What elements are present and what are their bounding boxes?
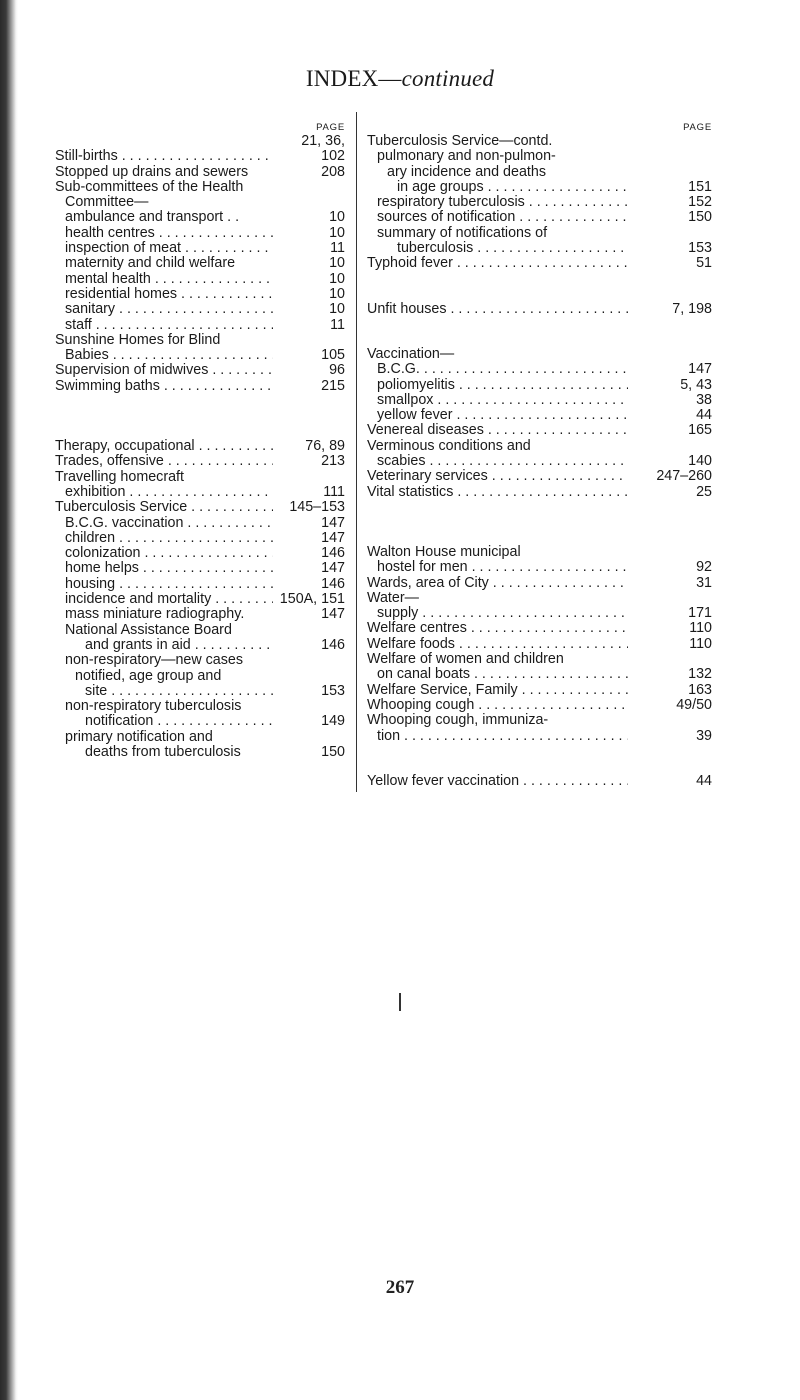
entry-text: Tuberculosis Service . . . bbox=[55, 500, 273, 515]
entry-text: tion . . . bbox=[367, 729, 628, 744]
index-subentry bbox=[367, 393, 712, 408]
page-reference: 10 bbox=[329, 270, 345, 287]
entry-text: non-respiratory—new cases bbox=[65, 652, 243, 669]
page-reference: 44 bbox=[696, 772, 712, 789]
page-reference: 11 bbox=[330, 316, 345, 333]
page-reference: 247–260 bbox=[656, 468, 712, 485]
page-reference: 146 bbox=[321, 575, 345, 592]
index-entry bbox=[55, 379, 345, 394]
entry-text: site . . . bbox=[75, 684, 273, 699]
index-subentry bbox=[55, 699, 345, 730]
index-entries-left bbox=[55, 134, 345, 760]
entry-text: Travelling homecraft bbox=[55, 468, 184, 485]
entry-text: poliomyelitis . . . bbox=[377, 378, 628, 393]
index-subentry bbox=[55, 302, 345, 317]
page-reference: 51 bbox=[696, 255, 712, 272]
page-reference: 11 bbox=[330, 240, 345, 257]
entry-text: B.C.G. vaccination . . . bbox=[65, 516, 273, 531]
entry-text: Welfare of women and children bbox=[367, 651, 564, 668]
page-reference: 44 bbox=[696, 407, 712, 424]
entry-text: inspection of meat . . . bbox=[65, 241, 273, 256]
entry-text: housing . . . bbox=[65, 577, 273, 592]
entry-text: Vaccination— bbox=[367, 345, 455, 362]
index-subentry bbox=[55, 561, 345, 576]
page-reference: 153 bbox=[321, 682, 345, 699]
index-entry bbox=[367, 423, 712, 438]
index-entry bbox=[367, 621, 712, 636]
index-subentry bbox=[367, 378, 712, 393]
title-suffix: continued bbox=[401, 66, 495, 91]
index-subentry bbox=[55, 226, 345, 241]
entry-text: Wards, area of City . . . bbox=[367, 576, 628, 591]
page-reference: 38 bbox=[696, 391, 712, 408]
index-subentry bbox=[55, 653, 345, 699]
index-subentry bbox=[367, 195, 712, 210]
entry-text: and grants in aid . . . bbox=[75, 638, 273, 653]
entry-text: Unfit houses . . . bbox=[367, 302, 628, 317]
entry-text: Swimming baths . . . bbox=[55, 379, 273, 394]
entry-text: sanitary . . . bbox=[65, 302, 273, 317]
index-heading bbox=[367, 134, 712, 149]
index-subentry bbox=[367, 210, 712, 225]
entry-text: Vital statistics . . . bbox=[367, 485, 628, 500]
index-subentry bbox=[367, 149, 712, 195]
entry-text: Supervision of midwives . . . bbox=[55, 363, 273, 378]
index-subentry bbox=[55, 592, 345, 607]
index-entry bbox=[367, 576, 712, 591]
group-spacer bbox=[367, 272, 712, 302]
entry-text: health centres . . . bbox=[65, 226, 273, 241]
index-subentry bbox=[367, 408, 712, 423]
entry-text: Stopped up drains and sewers bbox=[55, 164, 249, 180]
index-entry bbox=[55, 165, 345, 180]
index-subentry bbox=[367, 226, 712, 257]
page-reference: 208 bbox=[321, 163, 345, 180]
index-entry bbox=[367, 637, 712, 652]
page-reference: 146 bbox=[321, 636, 345, 653]
index-entry bbox=[367, 698, 712, 713]
page-title: INDEX—continued bbox=[305, 66, 495, 91]
page-reference: 150 bbox=[321, 743, 345, 760]
entry-text: in age groups . . . bbox=[387, 180, 628, 195]
page-reference: 147 bbox=[321, 560, 345, 577]
page-reference: 76, 89 bbox=[305, 438, 345, 455]
title-main: INDEX bbox=[305, 66, 379, 91]
entry-text: mental health . . . bbox=[65, 272, 273, 287]
entry-text: exhibition . . . bbox=[55, 485, 273, 500]
index-entry bbox=[55, 180, 345, 211]
index-heading bbox=[367, 591, 712, 606]
entry-text: Water— bbox=[367, 589, 419, 606]
entry-text: notification . . . bbox=[75, 714, 273, 729]
group-spacer bbox=[367, 500, 712, 545]
page-reference: 110 bbox=[689, 620, 712, 637]
index-entry bbox=[367, 469, 712, 484]
column-divider bbox=[356, 112, 357, 792]
page-reference: 150A, 151 bbox=[279, 591, 345, 608]
page-reference: 5, 43 bbox=[680, 376, 712, 393]
index-entries-right bbox=[367, 134, 712, 789]
entry-text: scabies . . . bbox=[367, 454, 628, 469]
index-subentry bbox=[55, 287, 345, 302]
page-reference: 165 bbox=[688, 422, 712, 439]
index-entry bbox=[55, 363, 345, 378]
page-reference: 153 bbox=[688, 240, 712, 257]
index-subentry bbox=[55, 546, 345, 561]
entry-text: summary of notifications of bbox=[377, 224, 548, 241]
index-subentry bbox=[55, 210, 345, 225]
index-subentry bbox=[55, 256, 345, 271]
page-reference: 215 bbox=[321, 377, 345, 394]
entry-text: Welfare foods . . . bbox=[367, 637, 628, 652]
entry-text: staff . . . bbox=[65, 318, 273, 333]
page-reference: 171 bbox=[688, 605, 712, 622]
entry-text: non-respiratory tuberculosis bbox=[65, 698, 242, 715]
group-spacer bbox=[367, 744, 712, 774]
entry-text: Tuberculosis Service—contd. bbox=[367, 133, 553, 149]
page-column-heading-right: PAGE bbox=[683, 122, 712, 133]
index-subentry bbox=[55, 318, 345, 333]
page-reference: 152 bbox=[688, 194, 712, 211]
index-subentry bbox=[55, 577, 345, 592]
page-reference: 10 bbox=[329, 301, 345, 318]
page-reference: 39 bbox=[696, 727, 712, 744]
page-reference: 145–153 bbox=[289, 499, 345, 516]
page-reference: 31 bbox=[696, 574, 712, 591]
entry-text: Whooping cough . . . bbox=[367, 698, 628, 713]
page-column-heading-left: PAGE bbox=[316, 122, 345, 133]
entry-text: hostel for men . . . bbox=[367, 560, 628, 575]
entry-text: Venereal diseases . . . bbox=[367, 423, 628, 438]
entry-text: Welfare Service, Family . . . bbox=[367, 683, 628, 698]
page-reference: 10 bbox=[329, 285, 345, 302]
index-entry bbox=[367, 256, 712, 271]
index-subentry bbox=[55, 531, 345, 546]
entry-text: Sub-committees of the Health bbox=[55, 178, 244, 195]
entry-text: colonization . . . bbox=[65, 546, 273, 561]
index-entry bbox=[55, 439, 345, 454]
entry-text: ary incidence and deaths bbox=[387, 163, 546, 180]
entry-text: notified, age group and bbox=[75, 667, 222, 684]
entry-text: residential homes . . . bbox=[65, 287, 273, 302]
page-reference: 132 bbox=[688, 666, 712, 683]
index-subentry bbox=[55, 516, 345, 531]
index-column-right bbox=[367, 120, 712, 789]
index-entry bbox=[367, 713, 712, 744]
page-reference: 213 bbox=[321, 453, 345, 470]
entry-text: incidence and mortality . . . bbox=[65, 592, 273, 607]
page-reference: 150 bbox=[688, 209, 712, 226]
entry-text: Committee— bbox=[65, 194, 149, 211]
entry-text: Walton House municipal bbox=[367, 543, 521, 560]
entry-text: smallpox . . . bbox=[377, 393, 628, 408]
index-entry bbox=[55, 470, 345, 501]
page-reference: 146 bbox=[321, 545, 345, 562]
index-subentry bbox=[55, 623, 345, 654]
index-heading bbox=[367, 347, 712, 362]
page-reference: 147 bbox=[688, 361, 712, 378]
entry-text: National Assistance Board bbox=[65, 621, 232, 638]
entry-text: Welfare centres . . . bbox=[367, 621, 628, 636]
page-reference: 10 bbox=[329, 209, 345, 226]
page-reference: 105 bbox=[321, 347, 345, 364]
index-entry bbox=[55, 134, 345, 165]
entry-text: Sunshine Homes for Blind bbox=[55, 331, 221, 348]
entry-text: B.C.G. . . . bbox=[377, 362, 628, 377]
page-reference: 147 bbox=[321, 514, 345, 531]
book-binding-shadow bbox=[0, 0, 18, 1400]
page-reference: 111 bbox=[323, 483, 345, 500]
group-spacer bbox=[367, 317, 712, 347]
page-reference: 151 bbox=[688, 178, 712, 195]
page-reference: 140 bbox=[688, 453, 712, 470]
page-reference: 10 bbox=[329, 224, 345, 241]
entry-text: Therapy, occupational . . . bbox=[55, 439, 273, 454]
index-subentry bbox=[55, 241, 345, 256]
index-subentry bbox=[367, 362, 712, 377]
index-entry bbox=[367, 774, 712, 789]
print-mark bbox=[399, 993, 401, 1011]
entry-text: Verminous conditions and bbox=[367, 437, 531, 454]
entry-text: primary notification and bbox=[65, 728, 213, 745]
page-reference: 96 bbox=[329, 362, 345, 379]
index-entry bbox=[367, 683, 712, 698]
entry-text: yellow fever . . . bbox=[377, 408, 628, 423]
index-entry bbox=[55, 333, 345, 364]
page-reference: 10 bbox=[329, 255, 345, 272]
entry-text: maternity and child welfare bbox=[65, 256, 236, 272]
page-number: 267 bbox=[385, 1277, 415, 1298]
entry-text: Whooping cough, immuniza- bbox=[367, 712, 549, 729]
entry-text: children . . . bbox=[65, 531, 273, 546]
page-reference: 149 bbox=[321, 713, 345, 730]
page-reference: 7, 198 bbox=[672, 300, 712, 317]
entry-text: deaths from tuberculosis bbox=[85, 744, 241, 760]
entry-text: Babies . . . bbox=[55, 348, 273, 363]
entry-text: tuberculosis . . . bbox=[387, 241, 628, 256]
entry-text: sources of notification . . . bbox=[377, 210, 628, 225]
page-reference: 25 bbox=[696, 483, 712, 500]
entry-text: Yellow fever vaccination . . . bbox=[367, 774, 628, 789]
entry-text: Still-births . . . bbox=[55, 149, 273, 164]
entry-text: Veterinary services . . . bbox=[367, 469, 628, 484]
entry-text: Trades, offensive . . . bbox=[55, 454, 273, 469]
entry-text: respiratory tuberculosis . . . bbox=[377, 195, 628, 210]
index-subentry bbox=[367, 606, 712, 621]
page-reference: 147 bbox=[321, 529, 345, 546]
page-reference: 163 bbox=[688, 681, 712, 698]
page-reference: 21, 36, 102 bbox=[301, 133, 345, 165]
entry-text: home helps . . . bbox=[65, 561, 273, 576]
index-column-left bbox=[55, 120, 345, 760]
entry-text: ambulance and transport . . bbox=[65, 210, 240, 226]
entry-text: supply . . . bbox=[377, 606, 628, 621]
entry-text: on canal boats . . . bbox=[367, 667, 628, 682]
index-entry bbox=[367, 439, 712, 470]
entry-text: pulmonary and non-pulmon- bbox=[377, 148, 556, 165]
index-entry bbox=[367, 485, 712, 500]
index-subentry bbox=[55, 607, 345, 622]
index-entry bbox=[55, 500, 345, 515]
index-subentry bbox=[55, 730, 345, 761]
index-entry bbox=[367, 652, 712, 683]
index-entry bbox=[367, 302, 712, 317]
index-entry bbox=[55, 454, 345, 469]
page-reference: 92 bbox=[696, 559, 712, 576]
page-reference: 49/50 bbox=[676, 696, 712, 713]
index-subentry bbox=[55, 272, 345, 287]
entry-text: Typhoid fever . . . bbox=[367, 256, 628, 271]
group-spacer bbox=[55, 394, 345, 439]
entry-text: mass miniature radiography. bbox=[65, 607, 245, 623]
page-reference: 110 bbox=[689, 635, 712, 652]
index-entry bbox=[367, 545, 712, 576]
page-reference: 147 bbox=[321, 606, 345, 623]
